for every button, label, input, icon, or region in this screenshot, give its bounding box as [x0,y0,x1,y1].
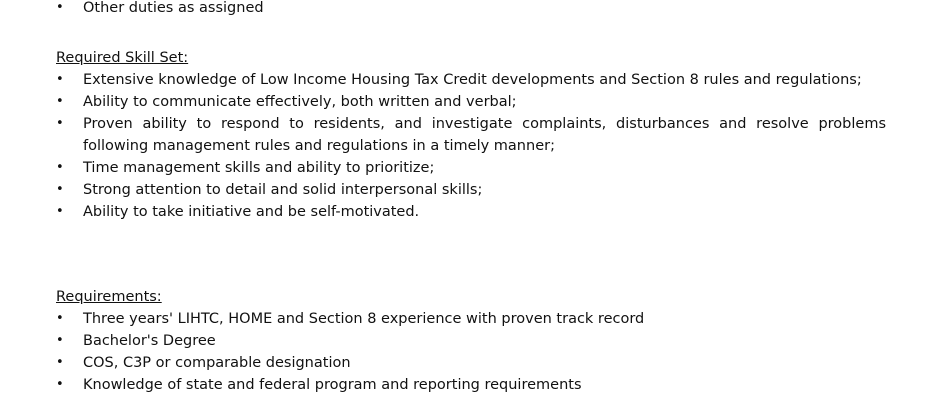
bullet-icon: • [56,204,64,219]
list-item-text: Strong attention to detail and solid interpersonal skills; [83,182,483,198]
list-item [56,374,886,396]
list-item [56,69,886,91]
skills-list [56,69,886,223]
skills-heading: Required Skill Set: [56,50,189,66]
bullet-icon: • [56,0,64,15]
requirements-heading: Requirements: [56,289,162,305]
list-item [56,330,886,352]
list-item-text: Bachelor's Degree [83,333,216,349]
list-item-text: Ability to take initiative and be self-motivated. [83,204,420,220]
list-item [56,91,886,113]
list-item [56,308,886,330]
bullet-icon: • [56,333,64,348]
list-item-text: Knowledge of state and federal program and reporting requirements [83,377,582,393]
list-item [56,201,886,223]
bullet-icon: • [56,160,64,175]
list-item [56,113,886,157]
bullet-icon: • [56,94,64,109]
bullet-icon: • [56,377,64,392]
duties-list [56,0,886,19]
bullet-icon: • [56,311,64,326]
list-item [56,157,886,179]
list-item-text: Proven ability to respond to residents, and investigate complaints, disturbances and resolve problems following management rules and regulations in a timely manner; [83,116,886,154]
list-item-text: Other duties as assigned [83,0,264,16]
list-item [56,0,886,19]
bullet-icon: • [56,72,64,87]
bullet-icon: • [56,355,64,370]
list-item-text: Extensive knowledge of Low Income Housing Tax Credit developments and Section 8 rules and regulations; [83,72,862,88]
bullet-icon: • [56,116,64,131]
list-item-text: Ability to communicate effectively, both written and verbal; [83,94,517,110]
list-item [56,179,886,201]
requirements-list [56,308,886,396]
list-item-text: COS, C3P or comparable designation [83,355,351,371]
list-item [56,352,886,374]
list-item-text: Three years' LIHTC, HOME and Section 8 experience with proven track record [83,311,645,327]
bullet-icon: • [56,182,64,197]
list-item-text: Time management skills and ability to prioritize; [83,160,435,176]
